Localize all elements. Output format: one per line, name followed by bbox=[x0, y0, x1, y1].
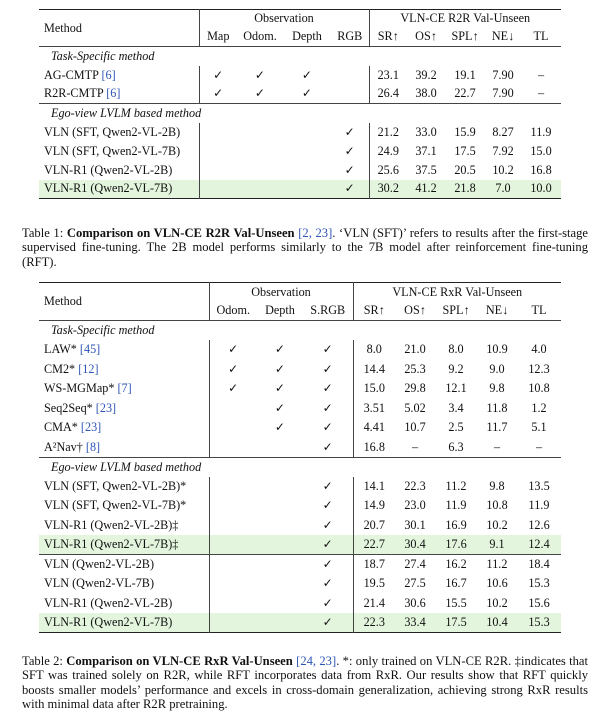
caption-title: Comparison on VLN-CE R2R Val-Unseen bbox=[66, 226, 295, 240]
table-row bbox=[39, 340, 561, 360]
table-row bbox=[39, 516, 561, 536]
caption-label: Table 1: bbox=[22, 226, 64, 240]
checkmark-cell bbox=[209, 418, 257, 438]
metric-cell: 10.4 bbox=[477, 613, 517, 633]
metric-cell: 10.8 bbox=[528, 381, 550, 396]
metric-cell: 19.1 bbox=[454, 67, 476, 82]
table-row bbox=[39, 161, 561, 180]
metric-cell: 11.9 bbox=[445, 498, 467, 513]
metric-cell: 25.6 bbox=[369, 161, 407, 180]
method-label: VLN-R1 (Qwen2-VL-7B)‡ bbox=[44, 537, 179, 551]
metric-cell: 14.9 bbox=[353, 496, 395, 516]
table-row bbox=[39, 379, 561, 399]
method-name bbox=[39, 340, 209, 360]
table-row bbox=[39, 142, 561, 161]
metric-col-header: OS↑ bbox=[415, 29, 437, 44]
metric-cell: 30.1 bbox=[404, 517, 426, 532]
metric-cell: 41.2 bbox=[407, 180, 445, 199]
checkmark-cell bbox=[257, 438, 303, 458]
metric-cell: 18.4 bbox=[528, 557, 550, 571]
method-label: VLN-R1 (Qwen2-VL-2B)‡ bbox=[44, 517, 179, 532]
metric-cell: 21.2 bbox=[369, 123, 407, 142]
metric-cell: – bbox=[537, 86, 545, 101]
checkmark-cell bbox=[283, 123, 331, 142]
checkmark-cell bbox=[199, 142, 237, 161]
checkmark-cell bbox=[199, 161, 237, 180]
checkmark-cell bbox=[237, 142, 283, 161]
metric-cell: 20.5 bbox=[454, 162, 476, 177]
checkmark-cell bbox=[283, 180, 331, 199]
metric-cell: 11.2 bbox=[486, 557, 508, 571]
table-2 bbox=[39, 282, 561, 633]
metric-cell: 9.1 bbox=[477, 535, 517, 555]
metric-cell: 37.5 bbox=[415, 162, 437, 177]
metric-cell: 5.1 bbox=[531, 420, 547, 435]
method-name bbox=[39, 123, 199, 142]
checkmark-cell bbox=[331, 66, 369, 85]
checkmark-cell: ✓ bbox=[322, 557, 333, 571]
metric-cell: 3.51 bbox=[353, 399, 395, 419]
metric-cell: 37.1 bbox=[415, 143, 437, 158]
method-label: VLN-R1 (Qwen2-VL-7B) bbox=[44, 615, 173, 629]
metric-cell: 24.9 bbox=[369, 142, 407, 161]
metric-cell: 15.6 bbox=[528, 595, 550, 610]
obs-col-header: Map bbox=[199, 28, 237, 47]
citation-link[interactable]: [7] bbox=[117, 381, 132, 396]
method-name bbox=[39, 477, 209, 497]
metric-cell: 11.9 bbox=[530, 124, 552, 139]
metric-cell: 10.9 bbox=[486, 342, 508, 357]
checkmark-cell bbox=[209, 613, 257, 633]
metric-cell: 7.0 bbox=[485, 180, 521, 199]
metric-cell: 10.8 bbox=[486, 498, 508, 513]
metric-cell: 15.0 bbox=[353, 379, 395, 399]
checkmark-cell: ✓ bbox=[254, 67, 266, 82]
metric-cell: 22.3 bbox=[353, 613, 395, 633]
metric-col-header: TL bbox=[531, 303, 547, 318]
metric-cell: 21.4 bbox=[353, 594, 395, 614]
metric-cell: 22.7 bbox=[353, 535, 395, 555]
checkmark-cell: ✓ bbox=[274, 361, 286, 376]
table-row bbox=[39, 418, 561, 438]
table-row bbox=[39, 594, 561, 614]
method-name bbox=[39, 379, 209, 399]
metric-cell: 17.5 bbox=[435, 613, 477, 633]
metric-col-header: TL bbox=[533, 29, 549, 44]
checkmark-cell: ✓ bbox=[274, 342, 286, 357]
checkmark-cell: ✓ bbox=[322, 517, 333, 532]
method-label: VLN-R1 (Qwen2-VL-2B) bbox=[44, 162, 173, 177]
dataset-header: VLN-CE RxR Val-Unseen bbox=[353, 283, 561, 302]
method-name bbox=[39, 85, 199, 104]
table-row bbox=[39, 555, 561, 575]
metric-cell: 38.0 bbox=[415, 86, 437, 101]
checkmark-cell bbox=[257, 613, 303, 633]
metric-cell: 2.5 bbox=[448, 420, 464, 435]
method-label: VLN-R1 (Qwen2-VL-2B) bbox=[44, 595, 173, 610]
metric-cell: 12.1 bbox=[445, 381, 467, 396]
checkmark-cell bbox=[257, 516, 303, 536]
metric-cell: 22.3 bbox=[404, 478, 426, 493]
method-label: VLN (SFT, Qwen2-VL-7B) bbox=[44, 143, 181, 158]
metric-cell: 7.92 bbox=[492, 143, 514, 158]
section-title: Task-Specific method bbox=[51, 323, 155, 337]
obs-col-header: RGB bbox=[337, 29, 363, 44]
method-name bbox=[39, 574, 209, 594]
table-row bbox=[39, 574, 561, 594]
checkmark-cell bbox=[209, 555, 257, 575]
observation-header: Observation bbox=[199, 10, 369, 28]
metric-col-header: NE↓ bbox=[491, 29, 515, 44]
checkmark-cell bbox=[237, 180, 283, 199]
checkmark-cell bbox=[237, 123, 283, 142]
metric-cell: 9.8 bbox=[489, 478, 505, 493]
section-title: Task-Specific method bbox=[51, 48, 155, 63]
table-1-body bbox=[39, 47, 561, 199]
section-title: Ego-view LVLM based method bbox=[51, 105, 202, 120]
table-row bbox=[39, 66, 561, 85]
checkmark-cell: ✓ bbox=[301, 67, 313, 82]
metric-cell: 4.41 bbox=[353, 418, 395, 438]
checkmark-cell: ✓ bbox=[322, 342, 333, 357]
method-label: VLN (Qwen2-VL-2B) bbox=[44, 557, 154, 571]
checkmark-cell: ✓ bbox=[322, 439, 333, 454]
method-name bbox=[39, 142, 199, 161]
method-name bbox=[39, 180, 199, 199]
checkmark-cell: ✓ bbox=[274, 420, 286, 435]
metric-cell: 7.90 bbox=[492, 86, 514, 101]
citation-link[interactable]: [6] bbox=[101, 67, 116, 82]
method-label: AG-CMTP bbox=[44, 67, 99, 82]
metric-cell: 10.6 bbox=[486, 576, 508, 591]
metric-cell: 16.9 bbox=[445, 517, 467, 532]
metric-cell: 16.8 bbox=[530, 162, 552, 177]
citation-link[interactable]: [23] bbox=[80, 420, 102, 435]
table-2-body bbox=[39, 321, 561, 633]
metric-cell: 30.4 bbox=[395, 535, 435, 555]
checkmark-cell bbox=[257, 555, 303, 575]
method-header: Method bbox=[44, 294, 82, 308]
metric-cell: 17.5 bbox=[454, 143, 476, 158]
metric-cell: 11.7 bbox=[486, 420, 508, 435]
method-label: CM2* bbox=[44, 361, 76, 376]
method-name bbox=[39, 360, 209, 380]
caption-refs[interactable]: [2, 23] bbox=[298, 226, 333, 240]
method-name bbox=[39, 438, 209, 458]
metric-cell: 10.7 bbox=[404, 420, 426, 435]
metric-cell: 9.2 bbox=[448, 361, 464, 376]
metric-cell: 26.4 bbox=[369, 85, 407, 104]
table-row bbox=[39, 123, 561, 142]
metric-cell: 12.3 bbox=[528, 361, 550, 376]
caption-label: Table 2: bbox=[22, 654, 63, 668]
metric-cell: 21.0 bbox=[404, 342, 426, 357]
metric-cell: 8.0 bbox=[448, 342, 464, 357]
obs-col-header: Odom. bbox=[243, 29, 277, 44]
metric-cell: 33.0 bbox=[415, 124, 437, 139]
method-header: Method bbox=[44, 20, 82, 35]
method-label: R2R-CMTP bbox=[44, 86, 104, 101]
observation-header: Observation bbox=[209, 283, 353, 302]
metric-cell: 7.90 bbox=[492, 67, 514, 82]
method-label: VLN (SFT, Qwen2-VL-2B)* bbox=[44, 478, 187, 493]
obs-col-header: S.RGB bbox=[310, 303, 346, 318]
metric-cell: 25.3 bbox=[404, 361, 426, 376]
metric-cell: 16.7 bbox=[445, 576, 467, 591]
table-1-caption bbox=[22, 226, 588, 269]
checkmark-cell: ✓ bbox=[199, 66, 237, 85]
table-1 bbox=[39, 9, 561, 199]
method-name bbox=[39, 516, 209, 536]
caption-text: . ‘VLN (SFT)’ refers to results after the first-stage supervised fine-tuning. The 2B model performs similarly to the 7B model after reinforcement fine-tuning (RFT). bbox=[22, 226, 589, 269]
metric-cell: 15.0 bbox=[530, 143, 552, 158]
dataset-header: VLN-CE R2R Val-Unseen bbox=[369, 10, 561, 28]
checkmark-cell bbox=[209, 438, 257, 458]
metric-cell: 4.0 bbox=[531, 342, 547, 357]
checkmark-cell: ✓ bbox=[209, 360, 257, 380]
metric-cell: 30.2 bbox=[369, 180, 407, 199]
metric-cell: 15.5 bbox=[445, 595, 467, 610]
method-label: A²Nav† bbox=[44, 439, 83, 454]
metric-col-header: SPL↑ bbox=[442, 303, 470, 318]
metric-cell: 20.7 bbox=[353, 516, 395, 536]
checkmark-cell: ✓ bbox=[322, 498, 333, 513]
checkmark-cell: ✓ bbox=[322, 400, 333, 415]
metric-cell: 10.2 bbox=[486, 517, 508, 532]
citation-link[interactable]: [8] bbox=[85, 439, 101, 454]
checkmark-cell: ✓ bbox=[322, 478, 333, 493]
metric-cell: 16.2 bbox=[445, 557, 467, 571]
metric-cell: 11.8 bbox=[486, 400, 508, 415]
checkmark-cell: ✓ bbox=[322, 595, 333, 610]
checkmark-cell bbox=[257, 477, 303, 497]
metric-cell: 10.0 bbox=[521, 180, 561, 199]
checkmark-cell: ✓ bbox=[254, 86, 266, 101]
checkmark-cell bbox=[209, 477, 257, 497]
method-label: VLN (SFT, Qwen2-VL-2B) bbox=[44, 124, 181, 139]
metric-cell: 14.4 bbox=[353, 360, 395, 380]
checkmark-cell: ✓ bbox=[322, 420, 333, 435]
citation-link[interactable]: [45] bbox=[79, 342, 101, 357]
checkmark-cell: ✓ bbox=[303, 535, 353, 555]
metric-cell: 19.5 bbox=[353, 574, 395, 594]
section-title: Ego-view LVLM based method bbox=[51, 459, 202, 474]
metric-cell: 16.8 bbox=[353, 438, 395, 458]
metric-cell: 13.5 bbox=[528, 478, 550, 493]
checkmark-cell: ✓ bbox=[301, 86, 313, 101]
checkmark-cell: ✓ bbox=[331, 180, 369, 199]
obs-col-header: Depth bbox=[292, 29, 322, 44]
metric-cell: 10.2 bbox=[486, 595, 508, 610]
checkmark-cell: ✓ bbox=[274, 400, 286, 415]
checkmark-cell bbox=[209, 399, 257, 419]
checkmark-cell bbox=[209, 594, 257, 614]
metric-cell: 23.0 bbox=[404, 498, 426, 513]
method-name bbox=[39, 555, 209, 575]
metric-cell: 39.2 bbox=[415, 67, 437, 82]
method-label: LAW* bbox=[44, 342, 77, 357]
obs-col-header: Odom. bbox=[209, 302, 257, 321]
checkmark-cell bbox=[257, 594, 303, 614]
metric-cell: 10.2 bbox=[492, 162, 514, 177]
checkmark-cell bbox=[209, 496, 257, 516]
table-1-header bbox=[39, 10, 561, 47]
checkmark-cell bbox=[257, 535, 303, 555]
checkmark-cell bbox=[237, 161, 283, 180]
method-label: CMA* bbox=[44, 420, 78, 435]
checkmark-cell: ✓ bbox=[344, 162, 355, 177]
checkmark-cell bbox=[199, 123, 237, 142]
checkmark-cell: ✓ bbox=[322, 576, 333, 591]
metric-cell: 1.2 bbox=[531, 400, 547, 415]
metric-cell: 12.4 bbox=[517, 535, 561, 555]
table-row bbox=[39, 399, 561, 419]
method-label: Seq2Seq* bbox=[44, 400, 93, 415]
checkmark-cell bbox=[209, 516, 257, 536]
citation-link[interactable]: [12] bbox=[78, 361, 99, 376]
metric-cell: 11.2 bbox=[445, 478, 467, 493]
obs-col-header: Depth bbox=[265, 303, 295, 318]
table-2-caption bbox=[22, 654, 588, 712]
checkmark-cell bbox=[331, 85, 369, 104]
checkmark-cell: ✓ bbox=[344, 143, 355, 158]
caption-refs[interactable]: [24, 23] bbox=[296, 654, 337, 668]
checkmark-cell: ✓ bbox=[322, 361, 333, 376]
checkmark-cell: ✓ bbox=[274, 381, 286, 396]
metric-col-header: NE↓ bbox=[485, 303, 509, 318]
metric-cell: 11.9 bbox=[528, 498, 550, 513]
metric-cell: 12.6 bbox=[528, 517, 550, 532]
checkmark-cell: ✓ bbox=[209, 379, 257, 399]
metric-cell: – bbox=[535, 439, 543, 454]
metric-cell: 9.0 bbox=[489, 361, 505, 376]
checkmark-cell: ✓ bbox=[209, 340, 257, 360]
metric-col-header: SPL↑ bbox=[451, 29, 479, 44]
checkmark-cell bbox=[209, 574, 257, 594]
metric-cell: 27.4 bbox=[404, 557, 426, 571]
metric-cell: 21.8 bbox=[445, 180, 485, 199]
metric-cell: 22.7 bbox=[454, 86, 476, 101]
method-name bbox=[39, 399, 209, 419]
metric-cell: 29.8 bbox=[404, 381, 426, 396]
metric-cell: – bbox=[411, 439, 419, 454]
metric-cell: 15.9 bbox=[454, 124, 476, 139]
checkmark-cell bbox=[257, 574, 303, 594]
metric-cell: 30.6 bbox=[404, 595, 426, 610]
method-label: VLN-R1 (Qwen2-VL-7B) bbox=[44, 181, 173, 196]
metric-cell: – bbox=[537, 67, 545, 82]
table-row bbox=[39, 438, 561, 458]
method-label: VLN (SFT, Qwen2-VL-7B)* bbox=[44, 498, 187, 513]
metric-cell: 8.0 bbox=[353, 340, 395, 360]
checkmark-cell bbox=[257, 496, 303, 516]
checkmark-cell bbox=[199, 180, 237, 199]
metric-col-header: SR↑ bbox=[369, 28, 407, 47]
metric-cell: – bbox=[493, 439, 501, 454]
table-2-header bbox=[39, 283, 561, 321]
method-name bbox=[39, 535, 209, 555]
table-row bbox=[39, 477, 561, 497]
metric-col-header: SR↑ bbox=[353, 302, 395, 321]
metric-cell: 6.3 bbox=[448, 439, 464, 454]
metric-cell: 9.8 bbox=[489, 381, 505, 396]
method-name bbox=[39, 613, 209, 633]
caption-title: Comparison on VLN-CE RxR Val-Unseen bbox=[66, 654, 293, 668]
checkmark-cell bbox=[283, 161, 331, 180]
checkmark-cell: ✓ bbox=[303, 613, 353, 633]
checkmark-cell bbox=[283, 142, 331, 161]
method-label: VLN (Qwen2-VL-7B) bbox=[44, 576, 154, 591]
table-row bbox=[39, 613, 561, 633]
citation-link[interactable]: [23] bbox=[95, 400, 117, 415]
citation-link[interactable]: [6] bbox=[106, 86, 121, 101]
metric-cell: 5.02 bbox=[404, 400, 426, 415]
metric-cell: 27.5 bbox=[404, 576, 426, 591]
metric-cell: 15.3 bbox=[517, 613, 561, 633]
metric-cell: 33.4 bbox=[395, 613, 435, 633]
checkmark-cell: ✓ bbox=[199, 85, 237, 104]
metric-cell: 15.3 bbox=[528, 576, 550, 591]
checkmark-cell bbox=[209, 535, 257, 555]
metric-cell: 18.7 bbox=[353, 555, 395, 575]
method-name bbox=[39, 161, 199, 180]
checkmark-cell: ✓ bbox=[322, 381, 333, 396]
method-name bbox=[39, 66, 199, 85]
metric-cell: 23.1 bbox=[369, 66, 407, 85]
table-row bbox=[39, 85, 561, 104]
table-row bbox=[39, 496, 561, 516]
method-name bbox=[39, 594, 209, 614]
metric-cell: 8.27 bbox=[492, 124, 514, 139]
checkmark-cell: ✓ bbox=[344, 124, 355, 139]
metric-cell: 3.4 bbox=[448, 400, 464, 415]
table-row bbox=[39, 535, 561, 555]
table-row bbox=[39, 360, 561, 380]
method-name bbox=[39, 496, 209, 516]
method-label: WS-MGMap* bbox=[44, 381, 115, 396]
metric-cell: 14.1 bbox=[353, 477, 395, 497]
table-row bbox=[39, 180, 561, 199]
metric-cell: 17.6 bbox=[435, 535, 477, 555]
caption-text: . *: only trained on VLN-CE R2R. ‡indicates that SFT was trained solely on R2R, while RFT incorporates data from RxR. Our results show that RFT quickly boosts smaller models’ performance and excels in cross-domain generalization, achieving strong RxR results with minimal data after R2R pretraining. bbox=[22, 654, 589, 712]
method-name bbox=[39, 418, 209, 438]
metric-col-header: OS↑ bbox=[404, 303, 426, 318]
